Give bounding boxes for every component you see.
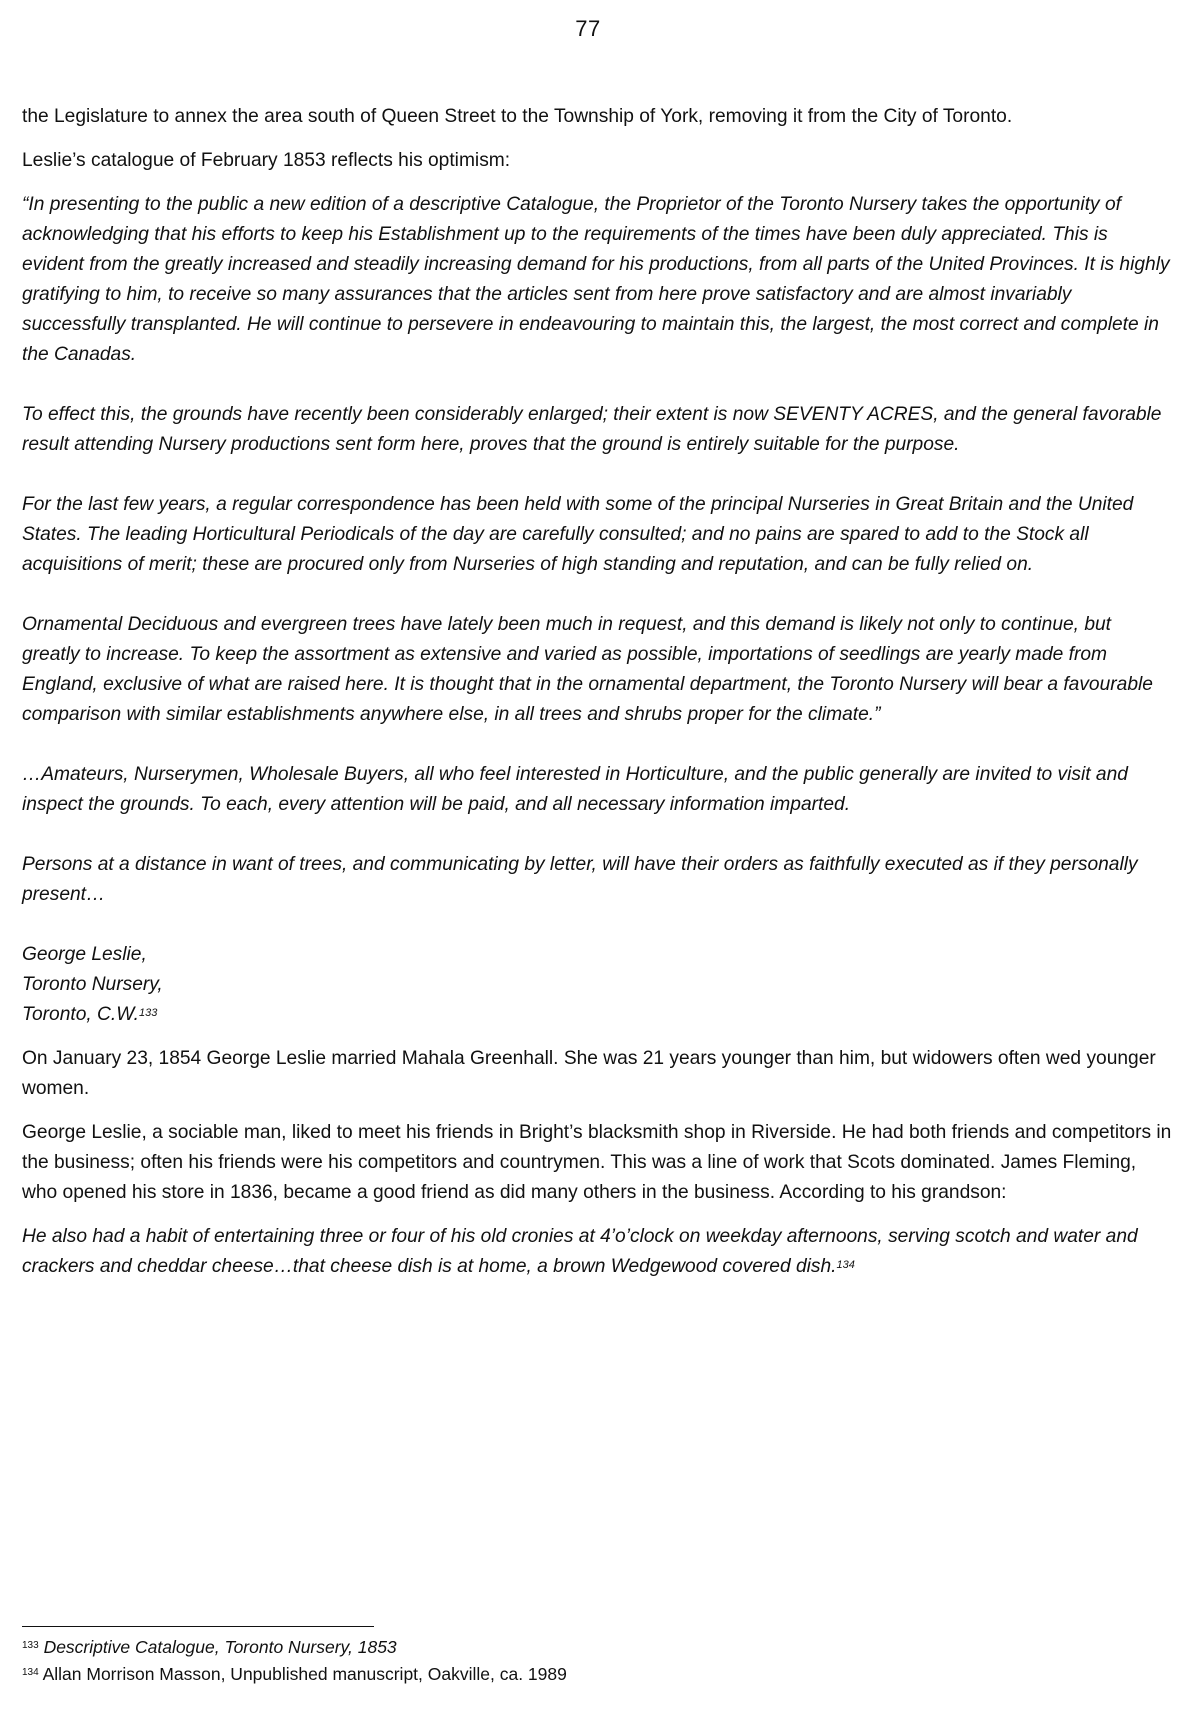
footnote-text: Allan Morrison Masson, Unpublished manuscript, Oakville, ca. 1989 xyxy=(42,1664,567,1684)
quote-paragraph-1: “In presenting to the public a new edition of a descriptive Catalogue, the Proprietor of the Toronto Nursery takes the opportunity of acknowledging that his efforts to keep his Establishment up to the requirements of the times have been duly appreciated. This is evident from the greatly increased and steadily increasing demand for his productions, from all parts of the United Provinces. It is highly gratifying to him, to receive so many assurances that the articles sent from here prove satisfactory and are almost invariably successfully transplanted. He will continue to persevere in endeavouring to maintain this, the largest, the most correct and complete in the Canadas. xyxy=(22,194,1170,365)
page-number: 77 xyxy=(575,16,601,41)
quote-paragraph-6: Persons at a distance in want of trees, and communicating by letter, will have their orders as faithfully executed as if they personally present… xyxy=(22,854,1138,905)
footnote-number: 134 xyxy=(22,1667,39,1678)
footnote-133 xyxy=(22,1634,1172,1661)
signature-business: Toronto Nursery, xyxy=(22,974,163,995)
footnote-134 xyxy=(22,1661,1172,1688)
quote-paragraph-2: To effect this, the grounds have recently been considerably enlarged; their extent is now SEVENTY ACRES, and the general favorable result attending Nursery productions sent form here, proves that the ground is entirely suitable for the purpose. xyxy=(22,404,1162,455)
footnote-ref-134[interactable]: 134 xyxy=(836,1259,855,1271)
catalogue-quote xyxy=(22,190,1172,1030)
body-text xyxy=(22,102,1172,1282)
footnote-divider xyxy=(22,1626,374,1627)
paragraph-annexation: the Legislature to annex the area south of Queen Street to the Township of York, removing it from the City of Toronto. xyxy=(22,106,1013,127)
paragraph-catalogue-intro: Leslie’s catalogue of February 1853 reflects his optimism: xyxy=(22,150,511,171)
quote-paragraph-4: Ornamental Deciduous and evergreen trees have lately been much in request, and this demand is likely not only to continue, but greatly to increase. To keep the assortment as extensive and varied as possible, importations of seedlings are yearly made from England, exclusive of what are raised here. It is thought that in the ornamental department, the Toronto Nursery will bear a favourable comparison with similar establishments anywhere else, in all trees and shrubs proper for the climate.” xyxy=(22,614,1153,725)
quote-paragraph-3: For the last few years, a regular correspondence has been held with some of the principal Nurseries in Great Britain and the United States. The leading Horticultural Periodicals of the day are carefully consulted; and no pains are spared to add to the Stock all acquisitions of merit; these are procured only from Nurseries of high standing and reputation, and can be fully relied on. xyxy=(22,494,1134,575)
paragraph-marriage: On January 23, 1854 George Leslie married Mahala Greenhall. She was 21 years younger than him, but widowers often wed younger women. xyxy=(22,1048,1156,1099)
paragraph-sociable: George Leslie, a sociable man, liked to meet his friends in Bright’s blacksmith shop in Riverside. He had both friends and competitors in the business; often his friends were his competitors and countrymen. This was a line of work that Scots dominated. James Fleming, who opened his store in 1836, became a good friend as did many others in the business. According to his grandson: xyxy=(22,1122,1172,1203)
grandson-quote-text: He also had a habit of entertaining three or four of his old cronies at 4’o’clock on weekday afternoons, serving scotch and water and crackers and cheddar cheese…that cheese dish is at home, a brown Wedgewood covered dish. xyxy=(22,1226,1138,1277)
signature-location xyxy=(22,1000,1172,1030)
grandson-quote xyxy=(22,1222,1172,1282)
quote-paragraph-5: …Amateurs, Nurserymen, Wholesale Buyers, all who feel interested in Horticulture, and the public generally are invited to visit and inspect the grounds. To each, every attention will be paid, and all necessary information imparted. xyxy=(22,764,1128,815)
footnote-text: Descriptive Catalogue, Toronto Nursery, 1853 xyxy=(43,1637,397,1657)
signature-location-text: Toronto, C.W. xyxy=(22,1004,139,1025)
footnote-number: 133 xyxy=(22,1640,39,1651)
footnote-ref-133[interactable]: 133 xyxy=(138,1007,158,1019)
footnotes xyxy=(22,1634,1172,1688)
signature-name: George Leslie, xyxy=(22,944,147,965)
